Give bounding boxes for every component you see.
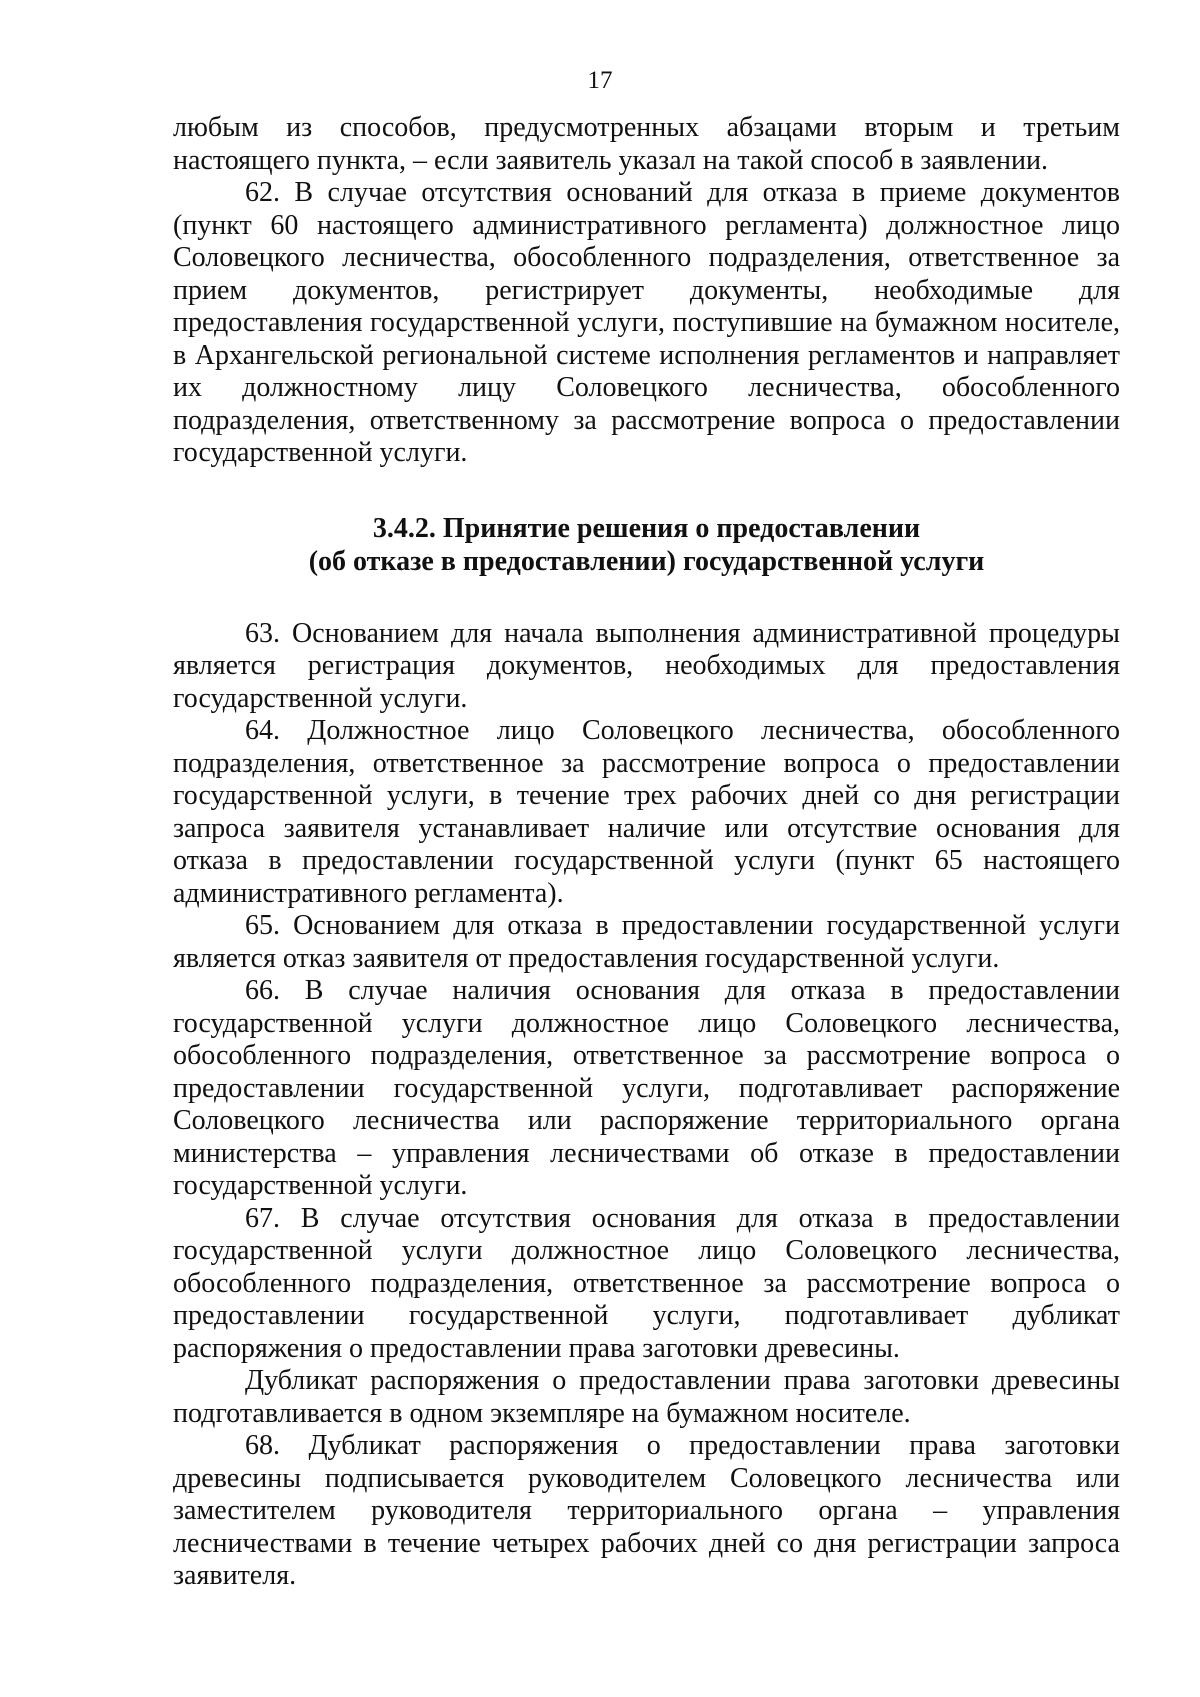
paragraph-62: 62. В случае отсутствия оснований для отказа в приеме документов (пункт 60 настоящего административного регламента) должностное лицо Соловецкого лесничества, обособленного подразделения, ответственное за прием документов, регистрирует документы, необходимые для предоставления государственной услуги, поступившие на бумажном носителе, в Архангельской региональной системе исполнения регламентов и направляет их должностному лицу Соловецкого лесничества, обособленного подразделения, ответственному за рассмотрение вопроса о предоставлении государственной услуги. xyxy=(173,177,1120,468)
section-heading xyxy=(173,512,1120,578)
paragraph-68: 68. Дубликат распоряжения о предоставлении права заготовки древесины подписывается руководителем Соловецкого лесничества или заместителем руководителя территориального органа – управления лесничествами в течение четырех рабочих дней со дня регистрации запроса заявителя. xyxy=(173,1430,1120,1591)
section-heading-line-2: (об отказе в предоставлении) государственной услуги xyxy=(308,545,985,577)
paragraph-67: 67. В случае отсутствия основания для отказа в предоставлении государственной услуги должностное лицо Соловецкого лесничества, обособленного подразделения, ответственное за рассмотрение вопроса о предоставлении государственной услуги, подготавливает дубликат распоряжения о предоставлении права заготовки древесины. xyxy=(173,1202,1120,1364)
paragraph-63: 63. Основанием для начала выполнения административной процедуры является регистрация документов, необходимых для предоставления государственной услуги. xyxy=(173,617,1120,714)
page-number: 17 xyxy=(587,67,613,94)
paragraph-67-duplicate-note: Дубликат распоряжения о предоставлении права заготовки древесины подготавливается в одном экземпляре на бумажном носителе. xyxy=(173,1365,1120,1429)
paragraph-65: 65. Основанием для отказа в предоставлении государственной услуги является отказ заявителя от предоставления государственной услуги. xyxy=(173,910,1120,974)
paragraph-continuation: любым из способов, предусмотренных абзацами вторым и третьим настоящего пункта, – если заявитель указал на такой способ в заявлении. xyxy=(173,112,1120,176)
document-body xyxy=(173,112,1120,1593)
paragraph-66: 66. В случае наличия основания для отказа в предоставлении государственной услуги должностное лицо Соловецкого лесничества, обособленного подразделения, ответственное за рассмотрение вопроса о предоставлении государственной услуги, подготавливает распоряжение Соловецкого лесничества или распоряжение территориального органа министерства – управления лесничествами об отказе в предоставлении государственной услуги. xyxy=(173,975,1120,1201)
section-heading-line-1: 3.4.2. Принятие решения о предоставлении xyxy=(372,512,921,544)
paragraph-64: 64. Должностное лицо Соловецкого лесничества, обособленного подразделения, ответственное за рассмотрение вопроса о предоставлении государственной услуги, в течение трех рабочих дней со дня регистрации запроса заявителя устанавливает наличие или отсутствие основания для отказа в предоставлении государственной услуги (пункт 65 настоящего административного регламента). xyxy=(173,715,1120,909)
